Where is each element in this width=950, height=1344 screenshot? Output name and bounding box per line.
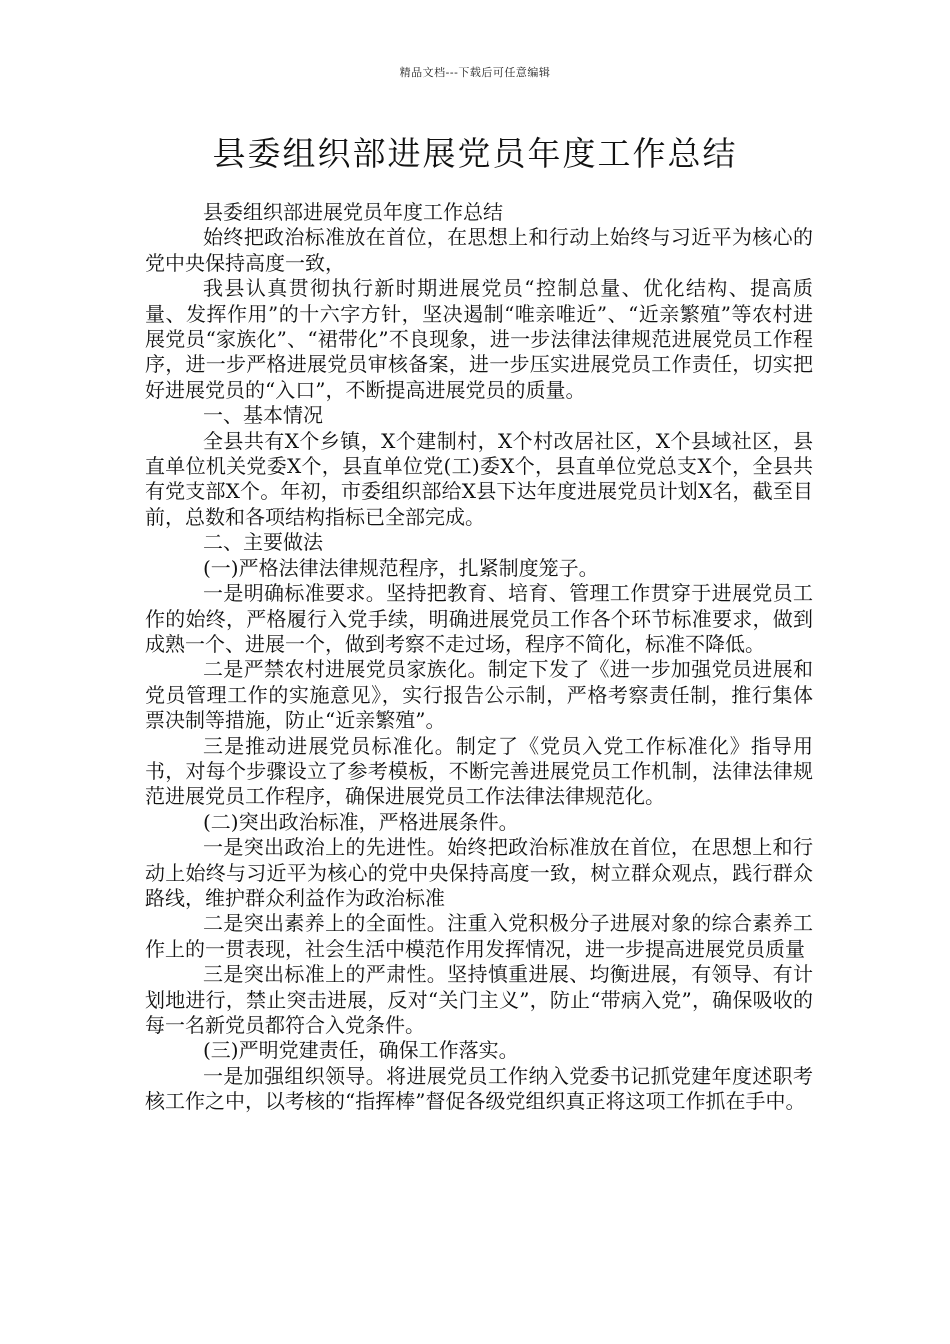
body-paragraph: 一是加强组织领导。将进展党员工作纳入党委书记抓党建年度述职考核工作之中，以考核的“指挥棒”督促各级党组织真正将这项工作抓在手中。 xyxy=(145,1063,813,1114)
subsection-heading: (二)突出政治标准，严格进展条件。 xyxy=(203,809,519,834)
body-paragraph: 我县认真贯彻执行新时期进展党员“控制总量、优化结构、提高质量、发挥作用”的十六字方针，坚决遏制“唯亲唯近”、“近亲繁殖”等农村进展党员“家族化”、“裙带化”不良现象，进一步法律法律规范进展党员工作程序，进一步严格进展党员审核备案，进一步压实进展党员工作责任，切实把好进展党员的“入口”，不断提高进展党员的质量。 xyxy=(145,276,813,402)
body-paragraph: 二是突出素养上的全面性。注重入党积极分子进展对象的综合素养工作上的一贯表现，社会生活中模范作用发挥情况，进一步提高进展党员质量 xyxy=(145,911,813,961)
body-paragraph: 全县共有X个乡镇，X个建制村，X个村改居社区，X个县域社区，县直单位机关党委X个，县直单位党(工)委X个，县直单位党总支X个，全县共有党支部X个。年初，市委组织部给X县下达年度进展党员计划X名，截至目前，总数和各项结构指标已全部完成。 xyxy=(145,428,813,529)
subsection-heading: (一)严格法律法律规范程序，扎紧制度笼子。 xyxy=(203,555,599,580)
body-paragraph: 三是推动进展党员标准化。制定了《党员入党工作标准化》指导用书，对每个步骤设立了参考模板，不断完善进展党员工作机制，法律法律规范进展党员工作程序，确保进展党员工作法律法律规范化。 xyxy=(145,733,813,809)
section-heading: 一、基本情况 xyxy=(203,403,323,428)
section-heading: 二、主要做法 xyxy=(203,530,323,555)
document-body xyxy=(145,200,813,1115)
body-paragraph: 二是严禁农村进展党员家族化。制定下发了《进一步加强党员进展和党员管理工作的实施意见》，实行报告公示制，严格考察责任制，推行集体票决制等措施，防止“近亲繁殖”。 xyxy=(145,657,813,733)
body-paragraph: 三是突出标准上的严肃性。坚持慎重进展、均衡进展，有领导、有计划地进行，禁止突击进展，反对“关门主义”，防止“带病入党”，确保吸收的每一名新党员都符合入党条件。 xyxy=(145,962,813,1037)
body-paragraph: 一是突出政治上的先进性。始终把政治标准放在首位，在思想上和行动上始终与习近平为核心的党中央保持高度一致，树立群众观点，践行群众路线，维护群众利益作为政治标准 xyxy=(145,835,813,910)
document-title: 县委组织部进展党员年度工作总结 xyxy=(212,134,738,173)
subsection-heading: (三)严明党建责任，确保工作落实。 xyxy=(203,1038,519,1063)
header-note: 精品文档---下载后可任意编辑 xyxy=(399,66,551,79)
body-paragraph: 始终把政治标准放在首位，在思想上和行动上始终与习近平为核心的党中央保持高度一致， xyxy=(145,225,813,275)
body-paragraph: 一是明确标准要求。坚持把教育、培育、管理工作贯穿于进展党员工作的始终，严格履行入党手续，明确进展党员工作各个环节标准要求，做到成熟一个、进展一个，做到考察不走过场，程序不简化，标准不降低。 xyxy=(145,581,813,656)
body-paragraph: 县委组织部进展党员年度工作总结 xyxy=(203,200,503,224)
